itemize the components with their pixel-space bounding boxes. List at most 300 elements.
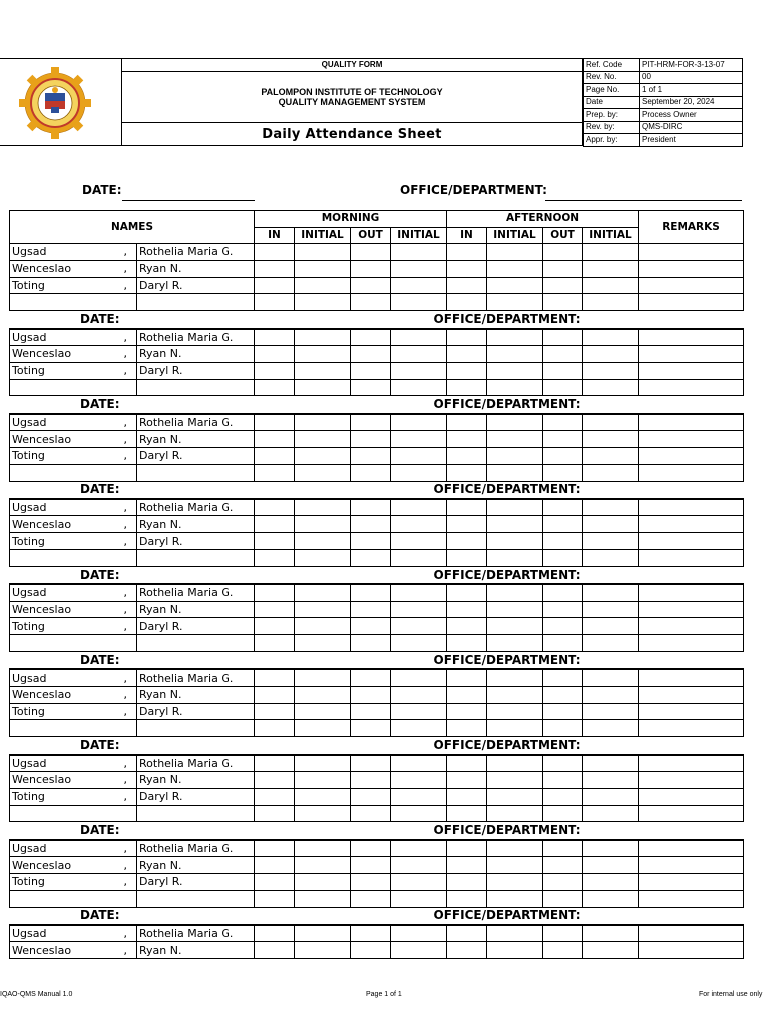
morning-initial-out-cell[interactable] bbox=[391, 669, 447, 686]
morning-initial-cell[interactable] bbox=[295, 601, 351, 618]
afternoon-initial-out-cell[interactable] bbox=[583, 857, 639, 874]
blank-entry-cell[interactable] bbox=[351, 720, 391, 737]
blank-entry-cell[interactable] bbox=[543, 464, 583, 481]
afternoon-out-cell[interactable] bbox=[543, 686, 583, 703]
blank-entry-cell[interactable] bbox=[447, 464, 487, 481]
afternoon-initial-cell[interactable] bbox=[487, 584, 543, 601]
afternoon-initial-out-cell[interactable] bbox=[583, 873, 639, 890]
morning-out-cell[interactable] bbox=[351, 345, 391, 362]
morning-in-cell[interactable] bbox=[255, 686, 295, 703]
blank-entry-cell[interactable] bbox=[583, 720, 639, 737]
morning-initial-cell[interactable] bbox=[295, 942, 351, 959]
morning-in-cell[interactable] bbox=[255, 260, 295, 277]
morning-initial-cell[interactable] bbox=[295, 857, 351, 874]
morning-in-cell[interactable] bbox=[255, 414, 295, 431]
morning-initial-out-cell[interactable] bbox=[391, 618, 447, 635]
remarks-cell[interactable] bbox=[639, 362, 744, 379]
remarks-cell[interactable] bbox=[639, 857, 744, 874]
blank-entry-cell[interactable] bbox=[543, 379, 583, 396]
blank-entry-cell[interactable] bbox=[255, 464, 295, 481]
blank-first-name-cell[interactable] bbox=[137, 379, 255, 396]
remarks-cell[interactable] bbox=[639, 533, 744, 550]
afternoon-out-cell[interactable] bbox=[543, 942, 583, 959]
remarks-cell[interactable] bbox=[639, 840, 744, 857]
remarks-cell[interactable] bbox=[639, 447, 744, 464]
section-office-field[interactable] bbox=[583, 651, 744, 669]
morning-in-cell[interactable] bbox=[255, 618, 295, 635]
remarks-cell[interactable] bbox=[639, 669, 744, 686]
morning-initial-out-cell[interactable] bbox=[391, 942, 447, 959]
blank-entry-cell[interactable] bbox=[639, 549, 744, 566]
section-office-field[interactable] bbox=[583, 311, 744, 329]
afternoon-out-cell[interactable] bbox=[543, 499, 583, 516]
afternoon-out-cell[interactable] bbox=[543, 329, 583, 346]
remarks-cell[interactable] bbox=[639, 584, 744, 601]
afternoon-in-cell[interactable] bbox=[447, 686, 487, 703]
afternoon-out-cell[interactable] bbox=[543, 277, 583, 294]
morning-initial-cell[interactable] bbox=[295, 873, 351, 890]
morning-in-cell[interactable] bbox=[255, 584, 295, 601]
morning-initial-out-cell[interactable] bbox=[391, 584, 447, 601]
morning-in-cell[interactable] bbox=[255, 431, 295, 448]
afternoon-out-cell[interactable] bbox=[543, 516, 583, 533]
morning-in-cell[interactable] bbox=[255, 669, 295, 686]
afternoon-initial-cell[interactable] bbox=[487, 703, 543, 720]
blank-last-name-cell[interactable] bbox=[10, 890, 122, 907]
morning-initial-out-cell[interactable] bbox=[391, 686, 447, 703]
blank-entry-cell[interactable] bbox=[583, 890, 639, 907]
afternoon-initial-cell[interactable] bbox=[487, 925, 543, 942]
afternoon-initial-out-cell[interactable] bbox=[583, 260, 639, 277]
morning-in-cell[interactable] bbox=[255, 771, 295, 788]
afternoon-in-cell[interactable] bbox=[447, 925, 487, 942]
afternoon-out-cell[interactable] bbox=[543, 618, 583, 635]
section-date-field[interactable] bbox=[122, 651, 255, 669]
morning-initial-cell[interactable] bbox=[295, 362, 351, 379]
morning-initial-cell[interactable] bbox=[295, 414, 351, 431]
afternoon-initial-cell[interactable] bbox=[487, 516, 543, 533]
morning-initial-out-cell[interactable] bbox=[391, 925, 447, 942]
afternoon-initial-out-cell[interactable] bbox=[583, 345, 639, 362]
remarks-cell[interactable] bbox=[639, 499, 744, 516]
morning-in-cell[interactable] bbox=[255, 533, 295, 550]
afternoon-in-cell[interactable] bbox=[447, 516, 487, 533]
afternoon-out-cell[interactable] bbox=[543, 755, 583, 772]
blank-entry-cell[interactable] bbox=[255, 720, 295, 737]
blank-entry-cell[interactable] bbox=[543, 805, 583, 822]
remarks-cell[interactable] bbox=[639, 873, 744, 890]
afternoon-initial-cell[interactable] bbox=[487, 771, 543, 788]
blank-entry-cell[interactable] bbox=[391, 294, 447, 311]
blank-entry-cell[interactable] bbox=[351, 464, 391, 481]
morning-out-cell[interactable] bbox=[351, 277, 391, 294]
morning-in-cell[interactable] bbox=[255, 942, 295, 959]
blank-first-name-cell[interactable] bbox=[137, 549, 255, 566]
remarks-cell[interactable] bbox=[639, 788, 744, 805]
blank-entry-cell[interactable] bbox=[447, 294, 487, 311]
morning-initial-cell[interactable] bbox=[295, 345, 351, 362]
afternoon-in-cell[interactable] bbox=[447, 942, 487, 959]
afternoon-initial-out-cell[interactable] bbox=[583, 618, 639, 635]
morning-out-cell[interactable] bbox=[351, 873, 391, 890]
blank-entry-cell[interactable] bbox=[295, 890, 351, 907]
afternoon-in-cell[interactable] bbox=[447, 447, 487, 464]
afternoon-out-cell[interactable] bbox=[543, 414, 583, 431]
afternoon-initial-out-cell[interactable] bbox=[583, 533, 639, 550]
blank-entry-cell[interactable] bbox=[295, 379, 351, 396]
afternoon-out-cell[interactable] bbox=[543, 771, 583, 788]
blank-entry-cell[interactable] bbox=[391, 635, 447, 652]
morning-initial-cell[interactable] bbox=[295, 447, 351, 464]
blank-entry-cell[interactable] bbox=[295, 805, 351, 822]
remarks-cell[interactable] bbox=[639, 277, 744, 294]
afternoon-initial-cell[interactable] bbox=[487, 601, 543, 618]
afternoon-in-cell[interactable] bbox=[447, 345, 487, 362]
morning-out-cell[interactable] bbox=[351, 499, 391, 516]
morning-initial-cell[interactable] bbox=[295, 703, 351, 720]
morning-initial-out-cell[interactable] bbox=[391, 414, 447, 431]
morning-in-cell[interactable] bbox=[255, 873, 295, 890]
morning-in-cell[interactable] bbox=[255, 857, 295, 874]
section-office-field[interactable] bbox=[583, 566, 744, 584]
morning-in-cell[interactable] bbox=[255, 277, 295, 294]
remarks-cell[interactable] bbox=[639, 686, 744, 703]
morning-out-cell[interactable] bbox=[351, 516, 391, 533]
remarks-cell[interactable] bbox=[639, 942, 744, 959]
morning-out-cell[interactable] bbox=[351, 857, 391, 874]
morning-initial-cell[interactable] bbox=[295, 840, 351, 857]
afternoon-initial-out-cell[interactable] bbox=[583, 755, 639, 772]
morning-out-cell[interactable] bbox=[351, 533, 391, 550]
blank-entry-cell[interactable] bbox=[255, 635, 295, 652]
afternoon-initial-out-cell[interactable] bbox=[583, 362, 639, 379]
morning-in-cell[interactable] bbox=[255, 601, 295, 618]
remarks-cell[interactable] bbox=[639, 618, 744, 635]
section-date-field[interactable] bbox=[122, 737, 255, 755]
morning-initial-out-cell[interactable] bbox=[391, 260, 447, 277]
office-field[interactable] bbox=[545, 200, 742, 201]
date-field[interactable] bbox=[122, 200, 255, 201]
section-date-field[interactable] bbox=[122, 566, 255, 584]
morning-initial-out-cell[interactable] bbox=[391, 516, 447, 533]
afternoon-in-cell[interactable] bbox=[447, 244, 487, 261]
morning-out-cell[interactable] bbox=[351, 601, 391, 618]
blank-entry-cell[interactable] bbox=[487, 720, 543, 737]
morning-initial-cell[interactable] bbox=[295, 431, 351, 448]
blank-entry-cell[interactable] bbox=[639, 805, 744, 822]
afternoon-out-cell[interactable] bbox=[543, 260, 583, 277]
afternoon-initial-out-cell[interactable] bbox=[583, 431, 639, 448]
morning-initial-cell[interactable] bbox=[295, 771, 351, 788]
remarks-cell[interactable] bbox=[639, 244, 744, 261]
morning-out-cell[interactable] bbox=[351, 447, 391, 464]
morning-initial-out-cell[interactable] bbox=[391, 703, 447, 720]
morning-out-cell[interactable] bbox=[351, 703, 391, 720]
blank-entry-cell[interactable] bbox=[639, 890, 744, 907]
afternoon-initial-cell[interactable] bbox=[487, 329, 543, 346]
morning-initial-cell[interactable] bbox=[295, 260, 351, 277]
afternoon-in-cell[interactable] bbox=[447, 329, 487, 346]
afternoon-out-cell[interactable] bbox=[543, 345, 583, 362]
morning-initial-cell[interactable] bbox=[295, 329, 351, 346]
afternoon-initial-out-cell[interactable] bbox=[583, 686, 639, 703]
morning-in-cell[interactable] bbox=[255, 329, 295, 346]
blank-first-name-cell[interactable] bbox=[137, 464, 255, 481]
afternoon-initial-out-cell[interactable] bbox=[583, 447, 639, 464]
afternoon-initial-cell[interactable] bbox=[487, 345, 543, 362]
morning-out-cell[interactable] bbox=[351, 362, 391, 379]
blank-first-name-cell[interactable] bbox=[137, 720, 255, 737]
morning-out-cell[interactable] bbox=[351, 686, 391, 703]
morning-initial-cell[interactable] bbox=[295, 618, 351, 635]
blank-entry-cell[interactable] bbox=[447, 379, 487, 396]
blank-entry-cell[interactable] bbox=[295, 720, 351, 737]
afternoon-in-cell[interactable] bbox=[447, 414, 487, 431]
afternoon-initial-cell[interactable] bbox=[487, 533, 543, 550]
afternoon-in-cell[interactable] bbox=[447, 533, 487, 550]
blank-entry-cell[interactable] bbox=[255, 294, 295, 311]
afternoon-initial-cell[interactable] bbox=[487, 414, 543, 431]
blank-entry-cell[interactable] bbox=[255, 549, 295, 566]
afternoon-initial-out-cell[interactable] bbox=[583, 244, 639, 261]
blank-entry-cell[interactable] bbox=[351, 890, 391, 907]
blank-entry-cell[interactable] bbox=[391, 890, 447, 907]
afternoon-out-cell[interactable] bbox=[543, 601, 583, 618]
morning-initial-cell[interactable] bbox=[295, 499, 351, 516]
afternoon-initial-cell[interactable] bbox=[487, 857, 543, 874]
blank-entry-cell[interactable] bbox=[391, 379, 447, 396]
afternoon-in-cell[interactable] bbox=[447, 618, 487, 635]
afternoon-initial-out-cell[interactable] bbox=[583, 925, 639, 942]
afternoon-initial-out-cell[interactable] bbox=[583, 840, 639, 857]
morning-initial-cell[interactable] bbox=[295, 686, 351, 703]
afternoon-in-cell[interactable] bbox=[447, 584, 487, 601]
afternoon-out-cell[interactable] bbox=[543, 873, 583, 890]
blank-entry-cell[interactable] bbox=[487, 464, 543, 481]
morning-initial-out-cell[interactable] bbox=[391, 447, 447, 464]
afternoon-initial-out-cell[interactable] bbox=[583, 788, 639, 805]
remarks-cell[interactable] bbox=[639, 329, 744, 346]
morning-in-cell[interactable] bbox=[255, 703, 295, 720]
morning-initial-out-cell[interactable] bbox=[391, 362, 447, 379]
afternoon-initial-cell[interactable] bbox=[487, 431, 543, 448]
remarks-cell[interactable] bbox=[639, 260, 744, 277]
afternoon-initial-out-cell[interactable] bbox=[583, 499, 639, 516]
afternoon-out-cell[interactable] bbox=[543, 703, 583, 720]
morning-initial-cell[interactable] bbox=[295, 516, 351, 533]
blank-entry-cell[interactable] bbox=[639, 379, 744, 396]
afternoon-initial-cell[interactable] bbox=[487, 755, 543, 772]
morning-initial-out-cell[interactable] bbox=[391, 431, 447, 448]
afternoon-in-cell[interactable] bbox=[447, 669, 487, 686]
remarks-cell[interactable] bbox=[639, 771, 744, 788]
morning-out-cell[interactable] bbox=[351, 329, 391, 346]
remarks-cell[interactable] bbox=[639, 431, 744, 448]
section-date-field[interactable] bbox=[122, 822, 255, 840]
blank-entry-cell[interactable] bbox=[255, 805, 295, 822]
morning-initial-out-cell[interactable] bbox=[391, 755, 447, 772]
blank-entry-cell[interactable] bbox=[543, 890, 583, 907]
afternoon-out-cell[interactable] bbox=[543, 925, 583, 942]
blank-entry-cell[interactable] bbox=[391, 549, 447, 566]
afternoon-initial-cell[interactable] bbox=[487, 686, 543, 703]
morning-initial-cell[interactable] bbox=[295, 788, 351, 805]
blank-entry-cell[interactable] bbox=[583, 379, 639, 396]
afternoon-initial-out-cell[interactable] bbox=[583, 703, 639, 720]
blank-entry-cell[interactable] bbox=[447, 549, 487, 566]
blank-entry-cell[interactable] bbox=[487, 294, 543, 311]
afternoon-initial-cell[interactable] bbox=[487, 669, 543, 686]
morning-out-cell[interactable] bbox=[351, 618, 391, 635]
morning-out-cell[interactable] bbox=[351, 260, 391, 277]
afternoon-initial-out-cell[interactable] bbox=[583, 669, 639, 686]
morning-initial-cell[interactable] bbox=[295, 755, 351, 772]
section-date-field[interactable] bbox=[122, 481, 255, 499]
afternoon-initial-cell[interactable] bbox=[487, 447, 543, 464]
afternoon-initial-out-cell[interactable] bbox=[583, 601, 639, 618]
afternoon-initial-out-cell[interactable] bbox=[583, 277, 639, 294]
blank-entry-cell[interactable] bbox=[351, 549, 391, 566]
morning-out-cell[interactable] bbox=[351, 788, 391, 805]
blank-entry-cell[interactable] bbox=[639, 720, 744, 737]
blank-entry-cell[interactable] bbox=[391, 720, 447, 737]
blank-entry-cell[interactable] bbox=[295, 464, 351, 481]
afternoon-in-cell[interactable] bbox=[447, 857, 487, 874]
section-office-field[interactable] bbox=[583, 481, 744, 499]
morning-out-cell[interactable] bbox=[351, 925, 391, 942]
morning-in-cell[interactable] bbox=[255, 755, 295, 772]
blank-first-name-cell[interactable] bbox=[137, 294, 255, 311]
blank-entry-cell[interactable] bbox=[639, 635, 744, 652]
morning-out-cell[interactable] bbox=[351, 840, 391, 857]
blank-entry-cell[interactable] bbox=[543, 549, 583, 566]
blank-entry-cell[interactable] bbox=[487, 890, 543, 907]
afternoon-in-cell[interactable] bbox=[447, 771, 487, 788]
blank-entry-cell[interactable] bbox=[351, 294, 391, 311]
morning-out-cell[interactable] bbox=[351, 942, 391, 959]
morning-initial-cell[interactable] bbox=[295, 533, 351, 550]
afternoon-out-cell[interactable] bbox=[543, 533, 583, 550]
afternoon-initial-cell[interactable] bbox=[487, 788, 543, 805]
morning-out-cell[interactable] bbox=[351, 669, 391, 686]
blank-last-name-cell[interactable] bbox=[10, 464, 122, 481]
morning-initial-out-cell[interactable] bbox=[391, 499, 447, 516]
blank-last-name-cell[interactable] bbox=[10, 294, 122, 311]
afternoon-out-cell[interactable] bbox=[543, 788, 583, 805]
blank-entry-cell[interactable] bbox=[391, 464, 447, 481]
afternoon-out-cell[interactable] bbox=[543, 669, 583, 686]
remarks-cell[interactable] bbox=[639, 414, 744, 431]
afternoon-initial-cell[interactable] bbox=[487, 618, 543, 635]
blank-last-name-cell[interactable] bbox=[10, 720, 122, 737]
afternoon-initial-cell[interactable] bbox=[487, 873, 543, 890]
section-date-field[interactable] bbox=[122, 907, 255, 925]
blank-entry-cell[interactable] bbox=[295, 549, 351, 566]
remarks-cell[interactable] bbox=[639, 345, 744, 362]
afternoon-in-cell[interactable] bbox=[447, 755, 487, 772]
blank-entry-cell[interactable] bbox=[351, 635, 391, 652]
afternoon-initial-out-cell[interactable] bbox=[583, 584, 639, 601]
blank-entry-cell[interactable] bbox=[583, 805, 639, 822]
blank-entry-cell[interactable] bbox=[543, 635, 583, 652]
morning-in-cell[interactable] bbox=[255, 499, 295, 516]
afternoon-initial-out-cell[interactable] bbox=[583, 329, 639, 346]
morning-initial-out-cell[interactable] bbox=[391, 345, 447, 362]
afternoon-initial-cell[interactable] bbox=[487, 277, 543, 294]
blank-entry-cell[interactable] bbox=[583, 464, 639, 481]
blank-entry-cell[interactable] bbox=[487, 549, 543, 566]
blank-entry-cell[interactable] bbox=[447, 720, 487, 737]
blank-entry-cell[interactable] bbox=[447, 635, 487, 652]
section-office-field[interactable] bbox=[583, 822, 744, 840]
section-office-field[interactable] bbox=[583, 737, 744, 755]
morning-out-cell[interactable] bbox=[351, 414, 391, 431]
morning-initial-cell[interactable] bbox=[295, 244, 351, 261]
afternoon-initial-out-cell[interactable] bbox=[583, 516, 639, 533]
blank-last-name-cell[interactable] bbox=[10, 635, 122, 652]
afternoon-in-cell[interactable] bbox=[447, 431, 487, 448]
blank-entry-cell[interactable] bbox=[295, 294, 351, 311]
blank-entry-cell[interactable] bbox=[583, 294, 639, 311]
afternoon-initial-out-cell[interactable] bbox=[583, 942, 639, 959]
morning-initial-out-cell[interactable] bbox=[391, 873, 447, 890]
blank-entry-cell[interactable] bbox=[295, 635, 351, 652]
blank-entry-cell[interactable] bbox=[487, 379, 543, 396]
afternoon-out-cell[interactable] bbox=[543, 362, 583, 379]
morning-initial-out-cell[interactable] bbox=[391, 244, 447, 261]
afternoon-in-cell[interactable] bbox=[447, 277, 487, 294]
afternoon-out-cell[interactable] bbox=[543, 244, 583, 261]
remarks-cell[interactable] bbox=[639, 703, 744, 720]
afternoon-initial-cell[interactable] bbox=[487, 362, 543, 379]
blank-entry-cell[interactable] bbox=[351, 379, 391, 396]
morning-initial-out-cell[interactable] bbox=[391, 533, 447, 550]
morning-out-cell[interactable] bbox=[351, 244, 391, 261]
blank-entry-cell[interactable] bbox=[447, 890, 487, 907]
blank-entry-cell[interactable] bbox=[543, 720, 583, 737]
remarks-cell[interactable] bbox=[639, 601, 744, 618]
morning-in-cell[interactable] bbox=[255, 840, 295, 857]
morning-out-cell[interactable] bbox=[351, 755, 391, 772]
blank-first-name-cell[interactable] bbox=[137, 890, 255, 907]
afternoon-out-cell[interactable] bbox=[543, 447, 583, 464]
remarks-cell[interactable] bbox=[639, 755, 744, 772]
afternoon-out-cell[interactable] bbox=[543, 857, 583, 874]
blank-last-name-cell[interactable] bbox=[10, 379, 122, 396]
blank-first-name-cell[interactable] bbox=[137, 635, 255, 652]
morning-in-cell[interactable] bbox=[255, 788, 295, 805]
afternoon-in-cell[interactable] bbox=[447, 788, 487, 805]
morning-initial-cell[interactable] bbox=[295, 669, 351, 686]
afternoon-in-cell[interactable] bbox=[447, 499, 487, 516]
section-office-field[interactable] bbox=[583, 396, 744, 414]
blank-entry-cell[interactable] bbox=[639, 294, 744, 311]
blank-entry-cell[interactable] bbox=[487, 635, 543, 652]
blank-entry-cell[interactable] bbox=[447, 805, 487, 822]
blank-last-name-cell[interactable] bbox=[10, 549, 122, 566]
afternoon-initial-cell[interactable] bbox=[487, 840, 543, 857]
blank-last-name-cell[interactable] bbox=[10, 805, 122, 822]
blank-entry-cell[interactable] bbox=[391, 805, 447, 822]
blank-entry-cell[interactable] bbox=[255, 379, 295, 396]
morning-in-cell[interactable] bbox=[255, 345, 295, 362]
morning-in-cell[interactable] bbox=[255, 244, 295, 261]
afternoon-out-cell[interactable] bbox=[543, 840, 583, 857]
morning-in-cell[interactable] bbox=[255, 516, 295, 533]
blank-entry-cell[interactable] bbox=[351, 805, 391, 822]
afternoon-initial-cell[interactable] bbox=[487, 244, 543, 261]
morning-initial-out-cell[interactable] bbox=[391, 857, 447, 874]
